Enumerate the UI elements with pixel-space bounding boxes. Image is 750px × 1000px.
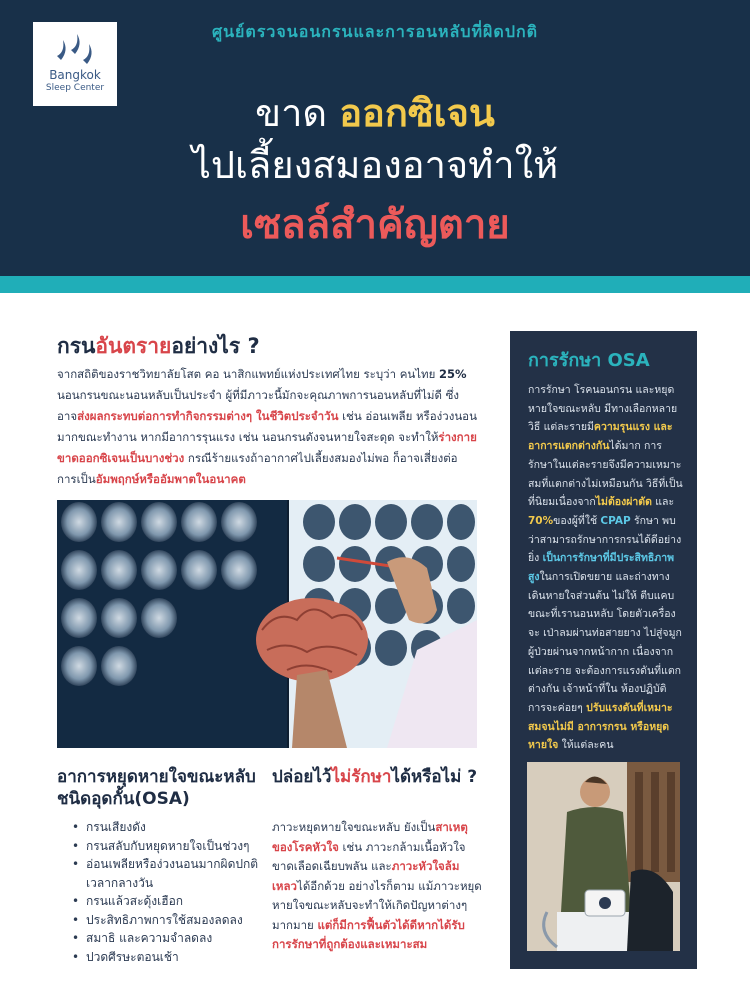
untreated-highlight-3: แต่ก็มีการฟื้นตัวได้ดีหากได้รับการรักษาที่ถูกต้องและเหมาะสม (272, 917, 465, 951)
list-item: • สมาธิ และความจำลดลง (72, 929, 272, 948)
treatment-text-9: รักษา พบว่าสามารถรักษาการกรนได้ดีอย่างยิ่ง (528, 514, 682, 565)
danger-title-b: อันตราย (95, 334, 172, 358)
danger-text-7: กรณีร้ายแรงถ้าอากาศไปเลี้ยงสมองไม่พอ ก็อาจเสี่ยงต่อการเป็น (57, 451, 458, 486)
untreated-paragraph (272, 818, 482, 955)
danger-text-1: จากสถิติของราชวิทยาลัยโสต คอ นาสิกแพทย์แห่งประเทศไทย ระบุว่า คนไทย (57, 367, 440, 381)
symptoms-title: อาการหยุดหายใจขณะหลับชนิดอุดกั้น(OSA) (57, 767, 256, 809)
danger-section-title (57, 330, 260, 363)
header-banner (0, 0, 750, 276)
danger-title-c: อย่างไร ? (171, 334, 260, 358)
untreated-text-5: ได้อีกด้วย อย่างไรก็ตาม แม้ภาวะหยุดหายใจขณะหลับจะทำให้เกิดปัญหาต่างๆมากมาย (272, 878, 482, 932)
untreated-title-b: ไม่รักษา (331, 767, 392, 787)
untreated-highlight-2: ภาวะหัวใจล้มเหลว (272, 859, 460, 893)
logo-text-line2: Sleep Center (45, 83, 105, 93)
danger-text-3: นอนกรนขณะนอนหลับเป็นประจำ ผู้ที่มีภาวะนี้มักจะคุณภาพการนอนหลับที่ไม่ดี ซึ่งอาจ (57, 388, 460, 423)
treatment-text-13: ให้แต่ละคน (558, 739, 614, 752)
list-item: • กรนสลับกับหยุดหายใจเป็นช่วงๆ (72, 837, 272, 856)
headline-part1: ขาด (255, 91, 340, 135)
treatment-text-3: ได้มาก การรักษาในแต่ละรายจึงมีความเหมาะสมที่แตกต่างไม่เหมือนกัน วิธีที่เป็นที่นิยมเนื่องจาก (528, 440, 683, 509)
treatment-cpap: CPAP (600, 514, 631, 527)
cpap-machine-photo (527, 762, 680, 951)
treatment-highlight-1: ความรุนแรง และอาการแตกต่างกัน (528, 421, 673, 453)
list-item: • กรนแล้วสะดุ้งเฮือก (72, 892, 272, 911)
brain-scan-photo (57, 500, 477, 748)
list-item: • กรนเสียงดัง (72, 818, 272, 837)
treatment-text-11: ในการเปิดขยาย และถ่างทางเดินหายใจส่วนต้น ไม่ให้ ตีบแคบขณะที่เรานอนหลับ โดยตัวเครื่องจะ เป่าลมผ่านท่อสายยาง ไปสู่จมูกผู้ป่วยผ่านจากหน้ากาก เนื่องจากแต่ละราย จะต้องการแรงดันที่แตกต่างกัน เจ้าหน้าที่ใน ห้องปฏิบัติการจะค่อยๆ (528, 571, 682, 714)
danger-title-a: กรน (57, 334, 96, 358)
moon-wave-icon (51, 30, 99, 66)
danger-highlight-3: อัมพฤกษ์หรืออัมพาตในอนาคต (95, 472, 246, 486)
headline-line2: ไปเลี้ยงสมองอาจทำให้ (191, 143, 559, 187)
treatment-panel (510, 331, 697, 969)
untreated-title (272, 766, 482, 788)
treatment-text-1: การรักษา โรคนอนกรน และหยุดหายใจขณะหลับ มีทางเลือกหลายวิธี แต่ละรายมี (528, 384, 678, 434)
logo-text-line1: Bangkok (49, 68, 101, 82)
treatment-title: การรักษา OSA (528, 350, 650, 371)
symptoms-list (72, 818, 272, 966)
treatment-highlight-3: เป็นการรักษาที่มีประสิทธิภาพสูง (528, 552, 675, 584)
headline-oxygen: ออกซิเจน (339, 91, 495, 135)
center-name: ศูนย์ตรวจนอนกรนและการอนหลับที่ผิดปกติ (211, 22, 539, 41)
danger-paragraph (57, 364, 477, 490)
treatment-paragraph (528, 381, 684, 755)
treatment-text-7: ของผู้ที่ใช้ (553, 514, 601, 527)
untreated-text-3: เช่น ภาวะกล้ามเนื้อหัวใจขาดเลือดเฉียบพลัน และ (272, 839, 466, 873)
danger-stat-25: 25% (439, 367, 467, 381)
untreated-text-1: ภาวะหยุดหายใจขณะหลับ ยังเป็น (272, 820, 436, 834)
untreated-title-a: ปล่อยไว้ (272, 767, 332, 787)
headline-line3: เซลล์สำคัญตาย (240, 202, 510, 248)
treatment-stat-70: 70% (528, 514, 554, 527)
treatment-highlight-4: ปรับแรงดันที่เหมาะสมจนไม่มี อาการกรน หรือหยุดหายใจ (528, 701, 673, 752)
teal-divider (0, 276, 750, 293)
danger-highlight-1: ส่งผลกระทบต่อการทำกิจกรรมต่างๆ ในชีวิตประจำวัน (77, 409, 339, 423)
treatment-text-5: และ (651, 496, 675, 509)
danger-highlight-2: ร่างกายขาดออกซิเจนเป็นบางช่วง (57, 430, 477, 465)
list-item: • ปวดศีรษะตอนเช้า (72, 948, 272, 967)
untreated-title-c: ได้หรือไม่ ? (391, 767, 478, 787)
list-item: • ประสิทธิภาพการใช้สมองลดลง (72, 911, 272, 930)
danger-text-5: เช่น อ่อนเพลีย หรือง่วงนอนมากขณะทำงาน หากมีอาการรุนแรง เช่น นอนกรนดังจนหายใจสะดุด จะทำให้ (57, 409, 477, 444)
treatment-highlight-2: ไม่ต้องผ่าตัด (595, 496, 652, 509)
list-item: • อ่อนเพลียหรือง่วงนอนมากผิดปกติเวลากลางวัน (72, 855, 272, 892)
untreated-highlight-1: สาเหตุของโรคหัวใจ (272, 820, 468, 854)
